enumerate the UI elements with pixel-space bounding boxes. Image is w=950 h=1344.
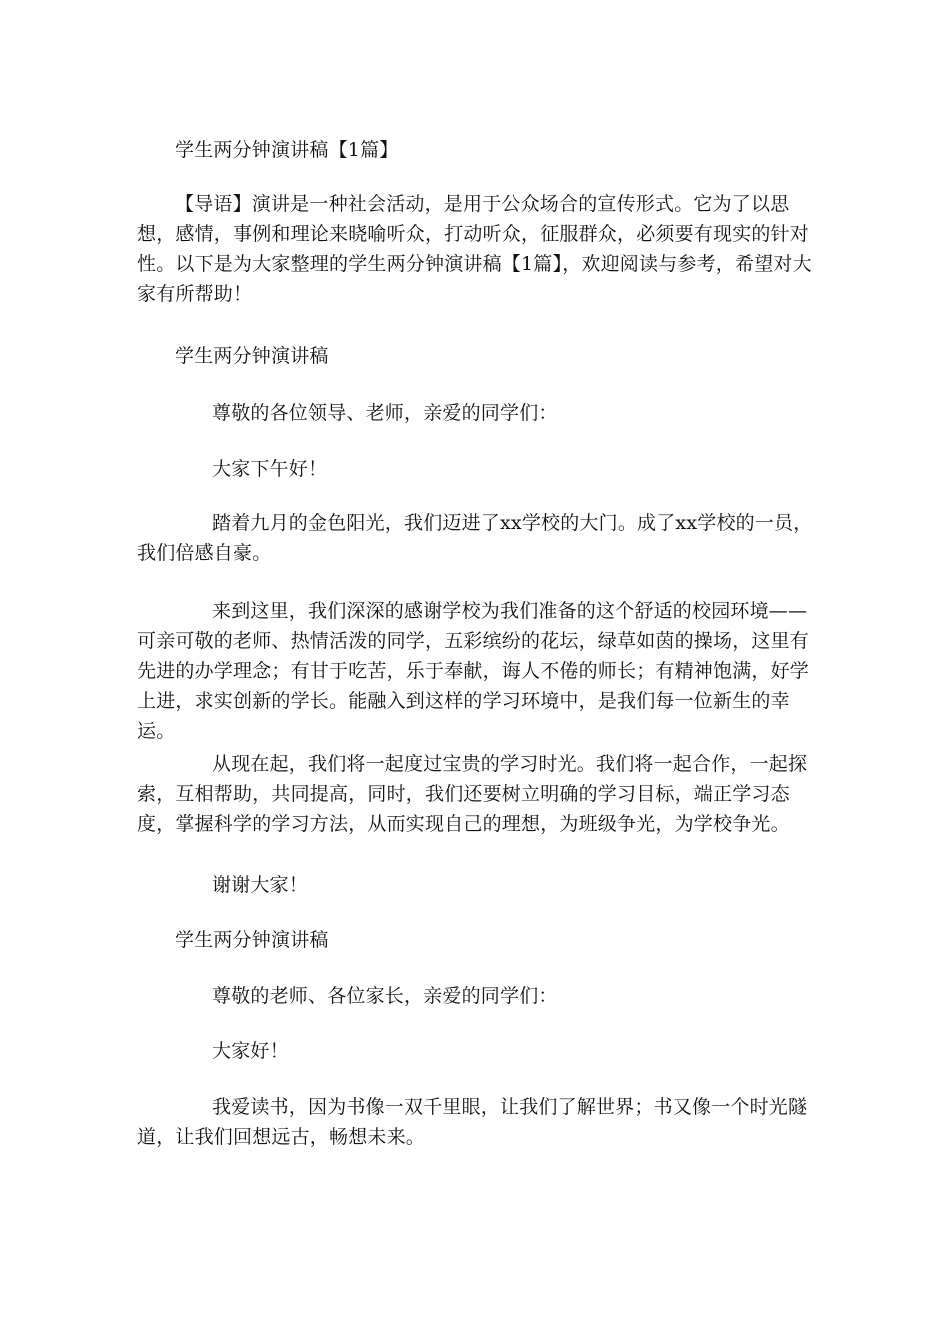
speech1-paragraph-1: 踏着九月的金色阳光，我们迈进了xx学校的大门。成了xx学校的一员，我们倍感自豪。 bbox=[137, 512, 813, 564]
speech1-heading: 学生两分钟演讲稿 bbox=[175, 345, 329, 367]
speech2-greeting: 大家好！ bbox=[212, 1040, 289, 1062]
speech1-paragraph-2: 来到这里，我们深深的感谢学校为我们准备的这个舒适的校园环境——可亲可敬的老师、热情活泼的同学，五彩缤纷的花坛，绿草如茵的操场，这里有先进的办学理念；有甘于吃苦，乐于奉献，诲人不倦的师长；有精神饱满，好学上进，求实创新的学长。能融入到这样的学习环境中，是我们每一位新生的幸运。 bbox=[137, 600, 810, 742]
speech1-paragraph-3: 从现在起，我们将一起度过宝贵的学习时光。我们将一起合作，一起探索，互相帮助，共同提高，同时，我们还要树立明确的学习目标，端正学习态度，掌握科学的学习方法，从而实现自己的理想，为班级争光，为学校争光。 bbox=[137, 753, 808, 835]
speech2-paragraph-1: 我爱读书，因为书像一双千里眼，让我们了解世界；书又像一个时光隧道，让我们回想远古，畅想未来。 bbox=[137, 1096, 808, 1148]
speech2-salutation: 尊敬的老师、各位家长，亲爱的同学们： bbox=[212, 985, 558, 1007]
speech1-closing: 谢谢大家！ bbox=[212, 874, 309, 896]
intro-paragraph: 【导语】演讲是一种社会活动，是用于公众场合的宣传形式。它为了以思想，感情，事例和理论来晓喻听众，打动听众，征服群众，必须要有现实的针对性。以下是为大家整理的学生两分钟演讲稿【1篇】，欢迎阅读与参考，希望对大家有所帮助！ bbox=[137, 193, 812, 305]
document-title: 学生两分钟演讲稿【1篇】 bbox=[175, 139, 399, 161]
speech1-greeting: 大家下午好！ bbox=[212, 458, 328, 480]
speech2-heading: 学生两分钟演讲稿 bbox=[175, 929, 329, 951]
speech1-salutation: 尊敬的各位领导、老师，亲爱的同学们： bbox=[212, 402, 558, 424]
